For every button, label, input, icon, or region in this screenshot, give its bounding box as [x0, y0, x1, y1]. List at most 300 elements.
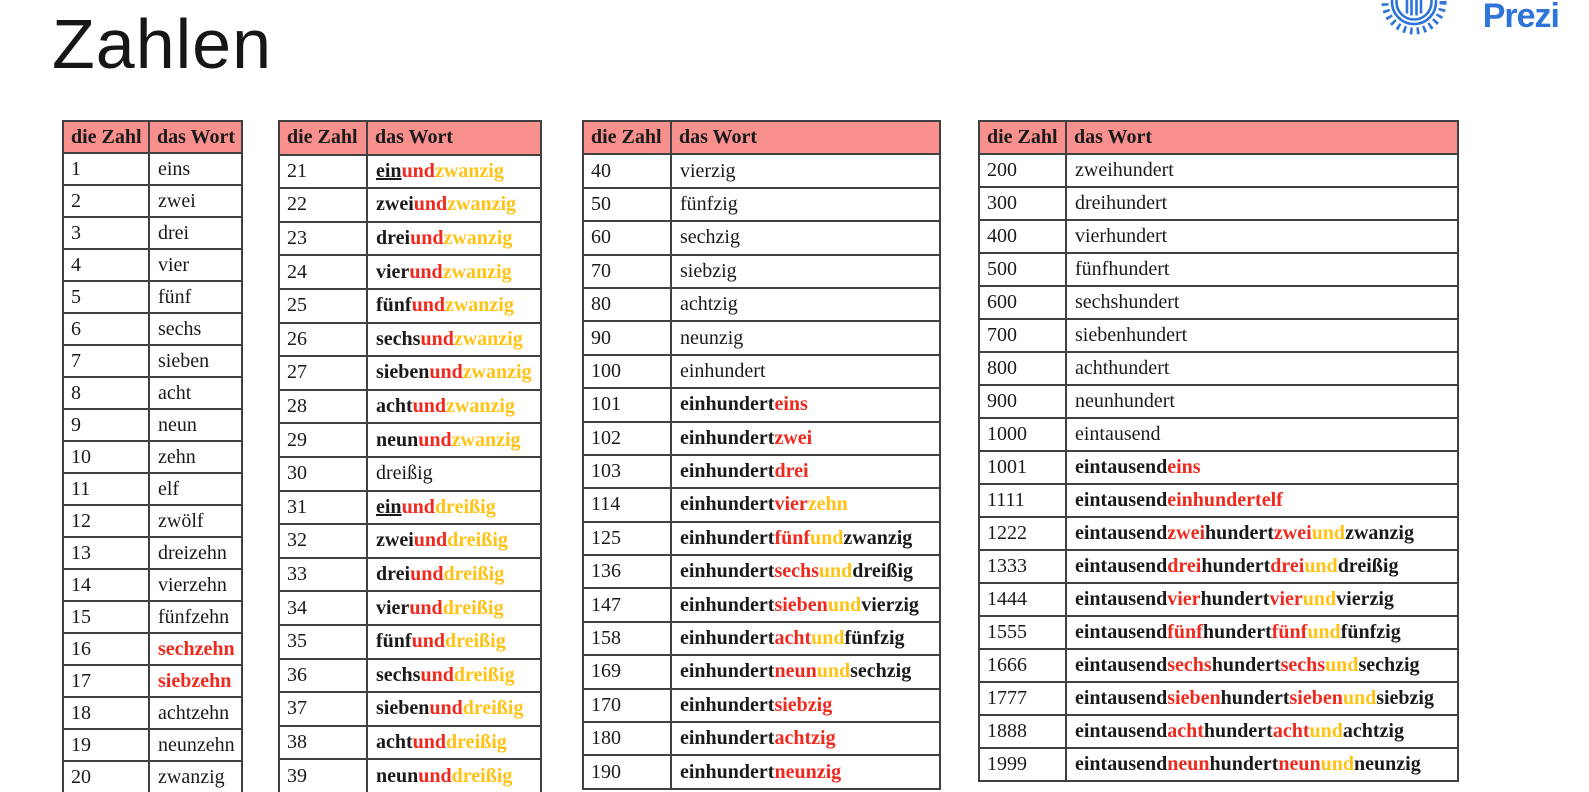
word-segment: dreißig	[451, 764, 513, 787]
zahl-cell: 27	[279, 356, 367, 390]
numbers-table-40-190	[582, 120, 941, 790]
table-row	[583, 288, 940, 321]
table-row	[583, 522, 940, 555]
word-segment: vierzig	[680, 159, 736, 182]
wort-cell	[149, 473, 242, 505]
wort-cell	[671, 288, 940, 321]
wort-cell	[149, 185, 242, 217]
word-segment: eintausend	[1075, 522, 1168, 544]
wort-header: das Wort	[1066, 121, 1458, 154]
word-segment: neunzig	[680, 326, 744, 349]
wort-cell	[671, 422, 940, 455]
table-row	[63, 249, 242, 281]
page-title: Zahlen	[52, 5, 273, 83]
wort-cell	[671, 622, 940, 655]
word-segment: neunhundert	[1075, 390, 1175, 412]
word-segment: zwanzig	[451, 428, 521, 451]
wort-cell	[671, 655, 940, 688]
word-segment: sieben	[774, 593, 828, 616]
word-segment: ein	[376, 159, 402, 182]
table-row	[279, 759, 541, 792]
table-row	[63, 377, 242, 409]
word-segment: zwei	[774, 426, 813, 449]
table-row	[63, 761, 242, 792]
word-segment: dreißig	[443, 563, 505, 586]
table-row	[63, 697, 242, 729]
word-segment: hundert	[1220, 687, 1290, 709]
word-segment: fünf	[1167, 621, 1203, 643]
zahl-cell: 1444	[979, 583, 1066, 616]
zahl-cell: 24	[279, 255, 367, 289]
word-segment: neunzig	[1354, 753, 1421, 775]
prezi-burst-icon	[1381, 0, 1447, 35]
word-segment: eintausend	[1075, 423, 1161, 445]
table-row	[583, 221, 940, 254]
word-segment: dreißig	[442, 596, 504, 619]
table-row	[979, 484, 1458, 517]
table-row	[583, 555, 940, 588]
word-segment: sechzig	[1358, 654, 1420, 676]
prezi-logo[interactable]	[1269, 0, 1589, 70]
word-segment: zwanzig	[843, 526, 913, 549]
word-segment: zweihundert	[1075, 159, 1174, 181]
table-row	[279, 188, 541, 222]
word-segment: und	[827, 593, 862, 616]
zahl-cell: 7	[63, 345, 149, 377]
word-segment: zwanzig	[447, 193, 517, 216]
word-segment: und	[413, 529, 448, 552]
wort-cell	[1066, 616, 1458, 649]
word-segment: dreißig	[376, 462, 433, 485]
zahl-cell: 136	[583, 555, 671, 588]
word-segment: zwanzig	[1345, 522, 1414, 544]
word-segment: siebzehn	[158, 669, 232, 692]
table-row	[583, 422, 940, 455]
word-segment: einhundert	[680, 426, 775, 449]
zahl-cell: 14	[63, 569, 149, 601]
word-segment: sechs	[1167, 654, 1212, 676]
wort-cell	[671, 588, 940, 621]
word-segment: und	[401, 159, 435, 182]
table-row	[979, 451, 1458, 484]
zahl-cell: 5	[63, 281, 149, 313]
word-segment: einhundertelf	[1167, 489, 1283, 511]
word-segment: und	[418, 764, 452, 787]
word-segment: achtzig	[1342, 720, 1404, 742]
zahl-cell: 600	[979, 286, 1066, 319]
word-segment: drei	[376, 227, 411, 250]
word-segment: einhundert	[680, 493, 775, 516]
zahl-cell: 16	[63, 633, 149, 665]
table-row	[279, 390, 541, 424]
wort-cell	[1066, 583, 1458, 616]
table-row	[279, 726, 541, 760]
word-segment: zwanzig	[444, 294, 514, 317]
word-segment: hundert	[1211, 654, 1281, 676]
word-segment: und	[816, 660, 851, 683]
wort-cell	[367, 155, 541, 189]
word-segment: und	[411, 630, 445, 653]
zahl-cell: 60	[583, 221, 671, 254]
zahl-cell: 50	[583, 188, 671, 221]
table-row	[279, 524, 541, 558]
table-row	[979, 319, 1458, 352]
word-segment: acht	[376, 395, 413, 418]
word-segment: achtzig	[680, 293, 738, 316]
word-segment: und	[409, 596, 443, 619]
word-segment: eintausend	[1075, 654, 1168, 676]
word-segment: zwanzig	[443, 227, 513, 250]
word-segment: eins	[1167, 456, 1201, 478]
table-row	[979, 352, 1458, 385]
word-segment: einhundert	[680, 460, 775, 483]
wort-cell	[149, 281, 242, 313]
wort-header: das Wort	[367, 121, 541, 155]
word-segment: neun	[376, 764, 419, 787]
word-segment: vierzig	[1336, 588, 1394, 610]
table-row	[63, 153, 242, 185]
word-segment: zwei	[1167, 522, 1206, 544]
wort-cell	[367, 255, 541, 289]
zahl-cell: 125	[583, 522, 671, 555]
table-row	[979, 220, 1458, 253]
zahl-cell: 30	[279, 457, 367, 491]
word-segment: achthundert	[1075, 357, 1170, 379]
table-row	[63, 569, 242, 601]
zahl-cell: 13	[63, 537, 149, 569]
table-row	[979, 583, 1458, 616]
word-segment: dreizehn	[158, 541, 227, 564]
wort-cell	[367, 423, 541, 457]
wort-cell	[149, 217, 242, 249]
word-segment: sieben	[1167, 687, 1221, 709]
zahl-cell: 80	[583, 288, 671, 321]
wort-cell	[367, 591, 541, 625]
wort-cell	[671, 154, 940, 187]
word-segment: und	[429, 361, 463, 384]
zahl-cell: 35	[279, 625, 367, 659]
table-row	[583, 388, 940, 421]
word-segment: siebenhundert	[1075, 324, 1188, 346]
wort-cell	[1066, 220, 1458, 253]
word-segment: dreißig	[447, 529, 508, 552]
word-segment: dreißig	[434, 495, 496, 518]
word-segment: acht	[158, 381, 192, 404]
zahl-cell: 25	[279, 289, 367, 323]
wort-cell	[367, 390, 541, 424]
wort-cell	[671, 255, 940, 288]
table-row	[979, 286, 1458, 319]
table-row	[279, 423, 541, 457]
zahl-cell: 900	[979, 385, 1066, 418]
table-row	[979, 550, 1458, 583]
word-segment: eintausend	[1075, 456, 1168, 478]
wort-cell	[671, 355, 940, 388]
word-segment: hundert	[1203, 720, 1273, 742]
table-row	[979, 253, 1458, 286]
zahl-cell: 1001	[979, 451, 1066, 484]
word-segment: einhundert	[680, 359, 766, 382]
wort-cell	[1066, 286, 1458, 319]
wort-cell	[1066, 550, 1458, 583]
word-segment: sechs	[376, 327, 421, 350]
table-row	[279, 591, 541, 625]
word-segment: siebzig	[680, 259, 737, 282]
table-row	[279, 356, 541, 390]
table-row	[63, 345, 242, 377]
word-segment: und	[420, 663, 454, 686]
wort-cell	[671, 221, 940, 254]
wort-cell	[1066, 385, 1458, 418]
zahl-cell: 9	[63, 409, 149, 441]
word-segment: und	[1342, 687, 1377, 709]
wort-cell	[149, 153, 242, 185]
table-row	[63, 537, 242, 569]
wort-cell	[149, 249, 242, 281]
wort-cell	[149, 569, 242, 601]
zahl-cell: 700	[979, 319, 1066, 352]
zahl-cell: 29	[279, 423, 367, 457]
table-row	[63, 217, 242, 249]
numbers-table-21-39	[278, 120, 542, 792]
header-row	[979, 121, 1458, 154]
zahl-cell: 1111	[979, 484, 1066, 517]
table-row	[979, 748, 1458, 781]
zahl-cell: 102	[583, 422, 671, 455]
word-segment: dreißig	[446, 730, 507, 753]
wort-cell	[671, 722, 940, 755]
wort-cell	[367, 457, 541, 491]
word-segment: eintausend	[1075, 687, 1168, 709]
table-row	[583, 355, 940, 388]
zahl-cell: 39	[279, 759, 367, 792]
numbers-table-200-1999	[978, 120, 1459, 782]
word-segment: vier	[774, 493, 808, 516]
zahl-cell: 23	[279, 222, 367, 256]
table-row	[979, 715, 1458, 748]
wort-cell	[149, 665, 242, 697]
table-row	[279, 155, 541, 189]
word-segment: sieben	[158, 349, 210, 372]
table-row	[979, 418, 1458, 451]
word-segment: zwei	[158, 189, 196, 212]
table-row	[583, 689, 940, 722]
zahl-cell: 1000	[979, 418, 1066, 451]
wort-cell	[671, 522, 940, 555]
wort-cell	[1066, 154, 1458, 187]
word-segment: zwanzig	[442, 260, 512, 283]
wort-cell	[671, 488, 940, 521]
table-row	[583, 255, 940, 288]
zahl-cell: 90	[583, 321, 671, 354]
zahl-cell: 19	[63, 729, 149, 761]
word-segment: zehn	[807, 493, 848, 516]
word-segment: siebzig	[1376, 687, 1434, 709]
word-segment: sechzig	[680, 226, 740, 249]
table-row	[979, 154, 1458, 187]
word-segment: und	[401, 495, 435, 518]
word-segment: zwanzig	[446, 395, 515, 418]
word-segment: drei	[1167, 555, 1202, 577]
table-row	[583, 588, 940, 621]
word-segment: und	[429, 697, 463, 720]
wort-cell	[149, 729, 242, 761]
wort-cell	[367, 323, 541, 357]
wort-cell	[367, 222, 541, 256]
zahl-cell: 300	[979, 187, 1066, 220]
word-segment: vier	[376, 260, 410, 283]
table-row	[63, 665, 242, 697]
word-segment: vier	[1167, 588, 1201, 610]
word-segment: und	[411, 294, 445, 317]
zahl-cell: 1555	[979, 616, 1066, 649]
word-segment: und	[413, 193, 448, 216]
word-segment: vier	[1269, 588, 1303, 610]
zahl-cell: 190	[583, 755, 671, 788]
word-segment: ein	[376, 495, 402, 518]
table-row	[583, 188, 940, 221]
wort-cell	[367, 726, 541, 760]
table-row	[63, 441, 242, 473]
prezi-wordmark: Prezi	[1482, 0, 1559, 35]
wort-cell	[1066, 715, 1458, 748]
wort-cell	[1066, 352, 1458, 385]
word-segment: fünfhundert	[1075, 258, 1170, 280]
wort-cell	[149, 505, 242, 537]
word-segment: fünf	[376, 630, 412, 653]
zahl-cell: 500	[979, 253, 1066, 286]
zahl-cell: 70	[583, 255, 671, 288]
wort-cell	[1066, 253, 1458, 286]
word-segment: fünfzig	[844, 627, 905, 650]
zahl-cell: 2	[63, 185, 149, 217]
word-segment: drei	[1270, 555, 1305, 577]
word-segment: neunzehn	[158, 733, 235, 756]
word-segment: sieben	[376, 697, 430, 720]
word-segment: eins	[158, 157, 191, 180]
zahl-cell: 1888	[979, 715, 1066, 748]
word-segment: zehn	[158, 445, 196, 468]
wort-cell	[149, 313, 242, 345]
wort-cell	[671, 455, 940, 488]
word-segment: sechs	[1280, 654, 1326, 676]
zahl-cell: 36	[279, 659, 367, 693]
word-segment: hundert	[1209, 753, 1279, 775]
word-segment: neun	[1167, 753, 1210, 775]
zahl-cell: 21	[279, 155, 367, 189]
zahl-cell: 40	[583, 154, 671, 187]
word-segment: vier	[376, 596, 410, 619]
table-row	[583, 622, 940, 655]
zahl-cell: 1777	[979, 682, 1066, 715]
table-row	[63, 313, 242, 345]
table-row	[63, 409, 242, 441]
zahl-cell: 180	[583, 722, 671, 755]
word-segment: acht	[774, 627, 812, 650]
numbers-table-1-20	[62, 120, 243, 792]
word-segment: neun	[376, 428, 419, 451]
table-row	[279, 659, 541, 693]
table-row	[279, 255, 541, 289]
wort-cell	[149, 441, 242, 473]
word-segment: zwölf	[158, 509, 204, 532]
word-segment: sechzehn	[158, 637, 235, 660]
table-row	[979, 187, 1458, 220]
word-segment: und	[410, 563, 444, 586]
zahl-header: die Zahl	[63, 121, 149, 153]
table-row	[979, 649, 1458, 682]
word-segment: sechs	[158, 317, 202, 340]
zahl-cell: 28	[279, 390, 367, 424]
wort-cell	[1066, 517, 1458, 550]
zahl-cell: 22	[279, 188, 367, 222]
wort-cell	[1066, 484, 1458, 517]
word-segment: einhundert	[680, 727, 775, 750]
word-segment: und	[811, 627, 845, 650]
word-segment: und	[818, 560, 853, 583]
word-segment: einhundert	[680, 660, 775, 683]
zahl-cell: 114	[583, 488, 671, 521]
wort-cell	[367, 558, 541, 592]
table-row	[279, 491, 541, 525]
word-segment: dreißig	[444, 630, 506, 653]
word-segment: neunzig	[774, 760, 842, 783]
word-segment: fünf	[774, 526, 811, 549]
word-segment: und	[1304, 555, 1338, 577]
word-segment: achtzehn	[158, 701, 230, 724]
wort-cell	[367, 188, 541, 222]
table-row	[583, 755, 940, 788]
word-segment: eintausend	[1075, 720, 1168, 742]
word-segment: dreißig	[462, 697, 524, 720]
word-segment: zwei	[1273, 522, 1312, 544]
word-segment: siebzig	[774, 693, 833, 716]
word-segment: und	[412, 730, 447, 753]
wort-cell	[1066, 451, 1458, 484]
word-segment: zwanzig	[453, 327, 523, 350]
word-segment: und	[420, 327, 454, 350]
wort-cell	[671, 555, 940, 588]
word-segment: eintausend	[1075, 753, 1168, 775]
word-segment: einhundert	[680, 393, 775, 416]
wort-cell	[1066, 319, 1458, 352]
table-row	[279, 289, 541, 323]
zahl-cell: 10	[63, 441, 149, 473]
zahl-cell: 100	[583, 355, 671, 388]
word-segment: hundert	[1200, 588, 1270, 610]
wort-cell	[671, 321, 940, 354]
wort-cell	[367, 289, 541, 323]
wort-cell	[1066, 682, 1458, 715]
word-segment: zwanzig	[158, 765, 225, 788]
wort-cell	[367, 524, 541, 558]
word-segment: elf	[158, 477, 180, 500]
zahl-cell: 400	[979, 220, 1066, 253]
zahl-cell: 170	[583, 689, 671, 722]
table-row	[279, 323, 541, 357]
word-segment: sechshundert	[1075, 291, 1180, 313]
wort-cell	[149, 601, 242, 633]
zahl-cell: 11	[63, 473, 149, 505]
table-row	[583, 321, 940, 354]
zahl-cell: 1999	[979, 748, 1066, 781]
word-segment: und	[1311, 522, 1346, 544]
table-row	[63, 473, 242, 505]
zahl-cell: 101	[583, 388, 671, 421]
zahl-cell: 169	[583, 655, 671, 688]
word-segment: neun	[1278, 753, 1321, 775]
word-segment: acht	[376, 730, 413, 753]
